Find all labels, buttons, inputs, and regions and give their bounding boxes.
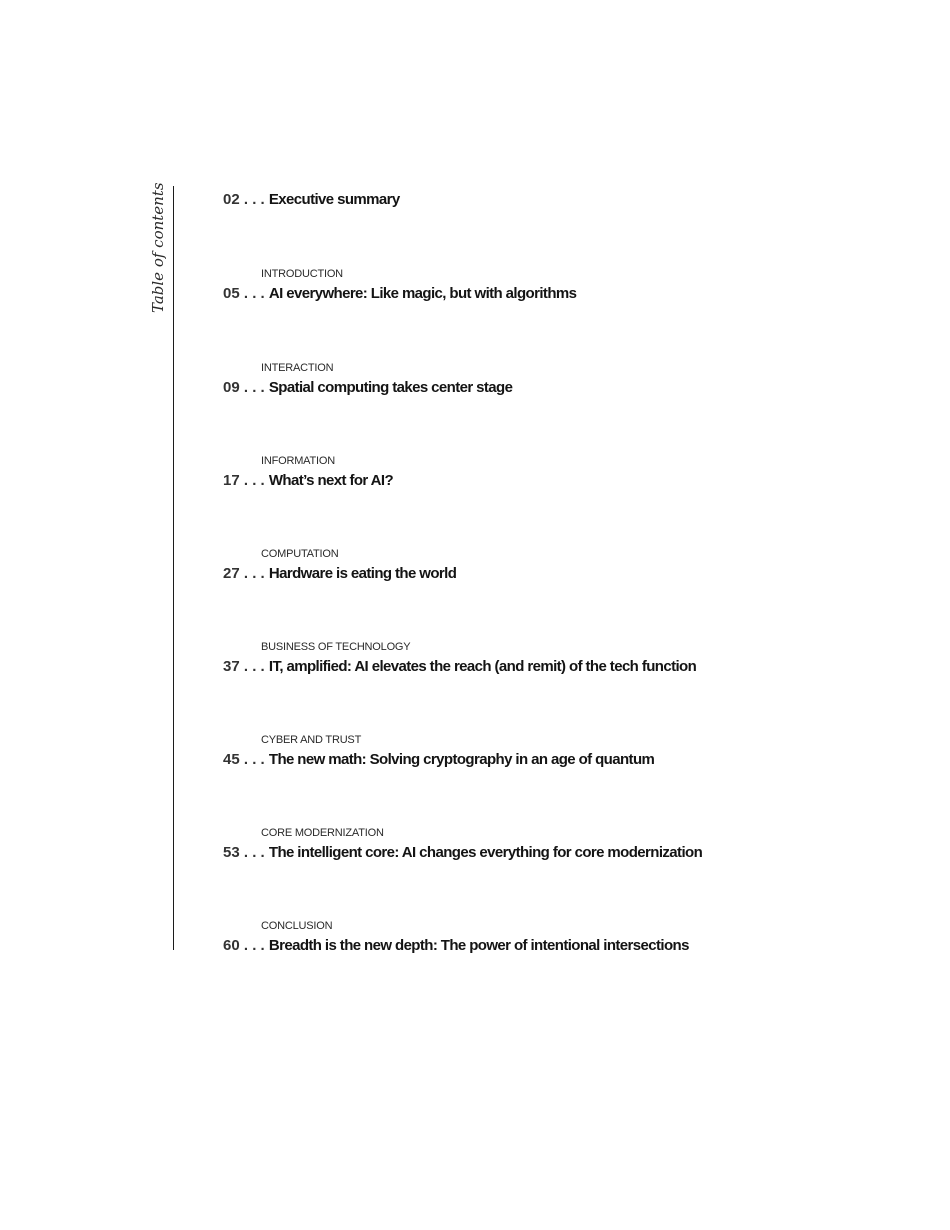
section-label: CORE MODERNIZATION (261, 827, 384, 839)
toc-entry-line[interactable] (223, 190, 400, 210)
section-label: INFORMATION (261, 455, 335, 467)
page-number: 45 (223, 751, 240, 768)
entry-title[interactable]: What’s next for AI? (268, 472, 394, 489)
toc-entry-line[interactable] (223, 564, 456, 584)
toc-entry-line[interactable] (223, 471, 393, 491)
entry-title[interactable]: The intelligent core: AI changes everything for core modernization (268, 844, 703, 861)
toc-entry-line[interactable] (223, 750, 654, 770)
dot-leader: . . . (239, 472, 269, 489)
section-label: INTERACTION (261, 362, 334, 374)
toc-entry-line[interactable] (223, 284, 576, 304)
dot-leader: . . . (239, 191, 269, 208)
toc-entry-line[interactable] (223, 657, 696, 677)
dot-leader: . . . (239, 937, 269, 954)
dot-leader: . . . (239, 565, 269, 582)
page-number: 27 (223, 565, 240, 582)
page-number: 02 (223, 191, 240, 208)
entry-title[interactable]: AI everywhere: Like magic, but with algorithms (268, 285, 577, 302)
page-number: 17 (223, 472, 240, 489)
section-label: BUSINESS OF TECHNOLOGY (261, 641, 411, 653)
page-number: 53 (223, 844, 240, 861)
entry-title[interactable]: Executive summary (268, 191, 400, 208)
page-number: 05 (223, 285, 240, 302)
toc-entry-line[interactable] (223, 936, 689, 956)
toc-entry-line[interactable] (223, 843, 702, 863)
toc-heading (148, 182, 168, 314)
dot-leader: . . . (239, 379, 269, 396)
dot-leader: . . . (239, 658, 269, 675)
section-label: CYBER AND TRUST (261, 734, 362, 746)
page-number: 09 (223, 379, 240, 396)
section-label: COMPUTATION (261, 548, 339, 560)
section-label: CONCLUSION (261, 920, 333, 932)
entry-title[interactable]: Hardware is eating the world (268, 565, 457, 582)
section-label: INTRODUCTION (261, 268, 343, 280)
toc-divider-rule (173, 186, 174, 950)
page-number: 37 (223, 658, 240, 675)
toc-entry-line[interactable] (223, 378, 512, 398)
entry-title[interactable]: Spatial computing takes center stage (268, 379, 513, 396)
entry-title[interactable]: Breadth is the new depth: The power of intentional intersections (268, 937, 689, 954)
entry-title[interactable]: The new math: Solving cryptography in an age of quantum (268, 751, 655, 768)
toc-heading-text: Table of contents (149, 182, 167, 313)
toc-list (223, 0, 923, 1230)
dot-leader: . . . (239, 751, 269, 768)
dot-leader: . . . (239, 285, 269, 302)
dot-leader: . . . (239, 844, 269, 861)
entry-title[interactable]: IT, amplified: AI elevates the reach (and remit) of the tech function (268, 658, 697, 675)
page-number: 60 (223, 937, 240, 954)
